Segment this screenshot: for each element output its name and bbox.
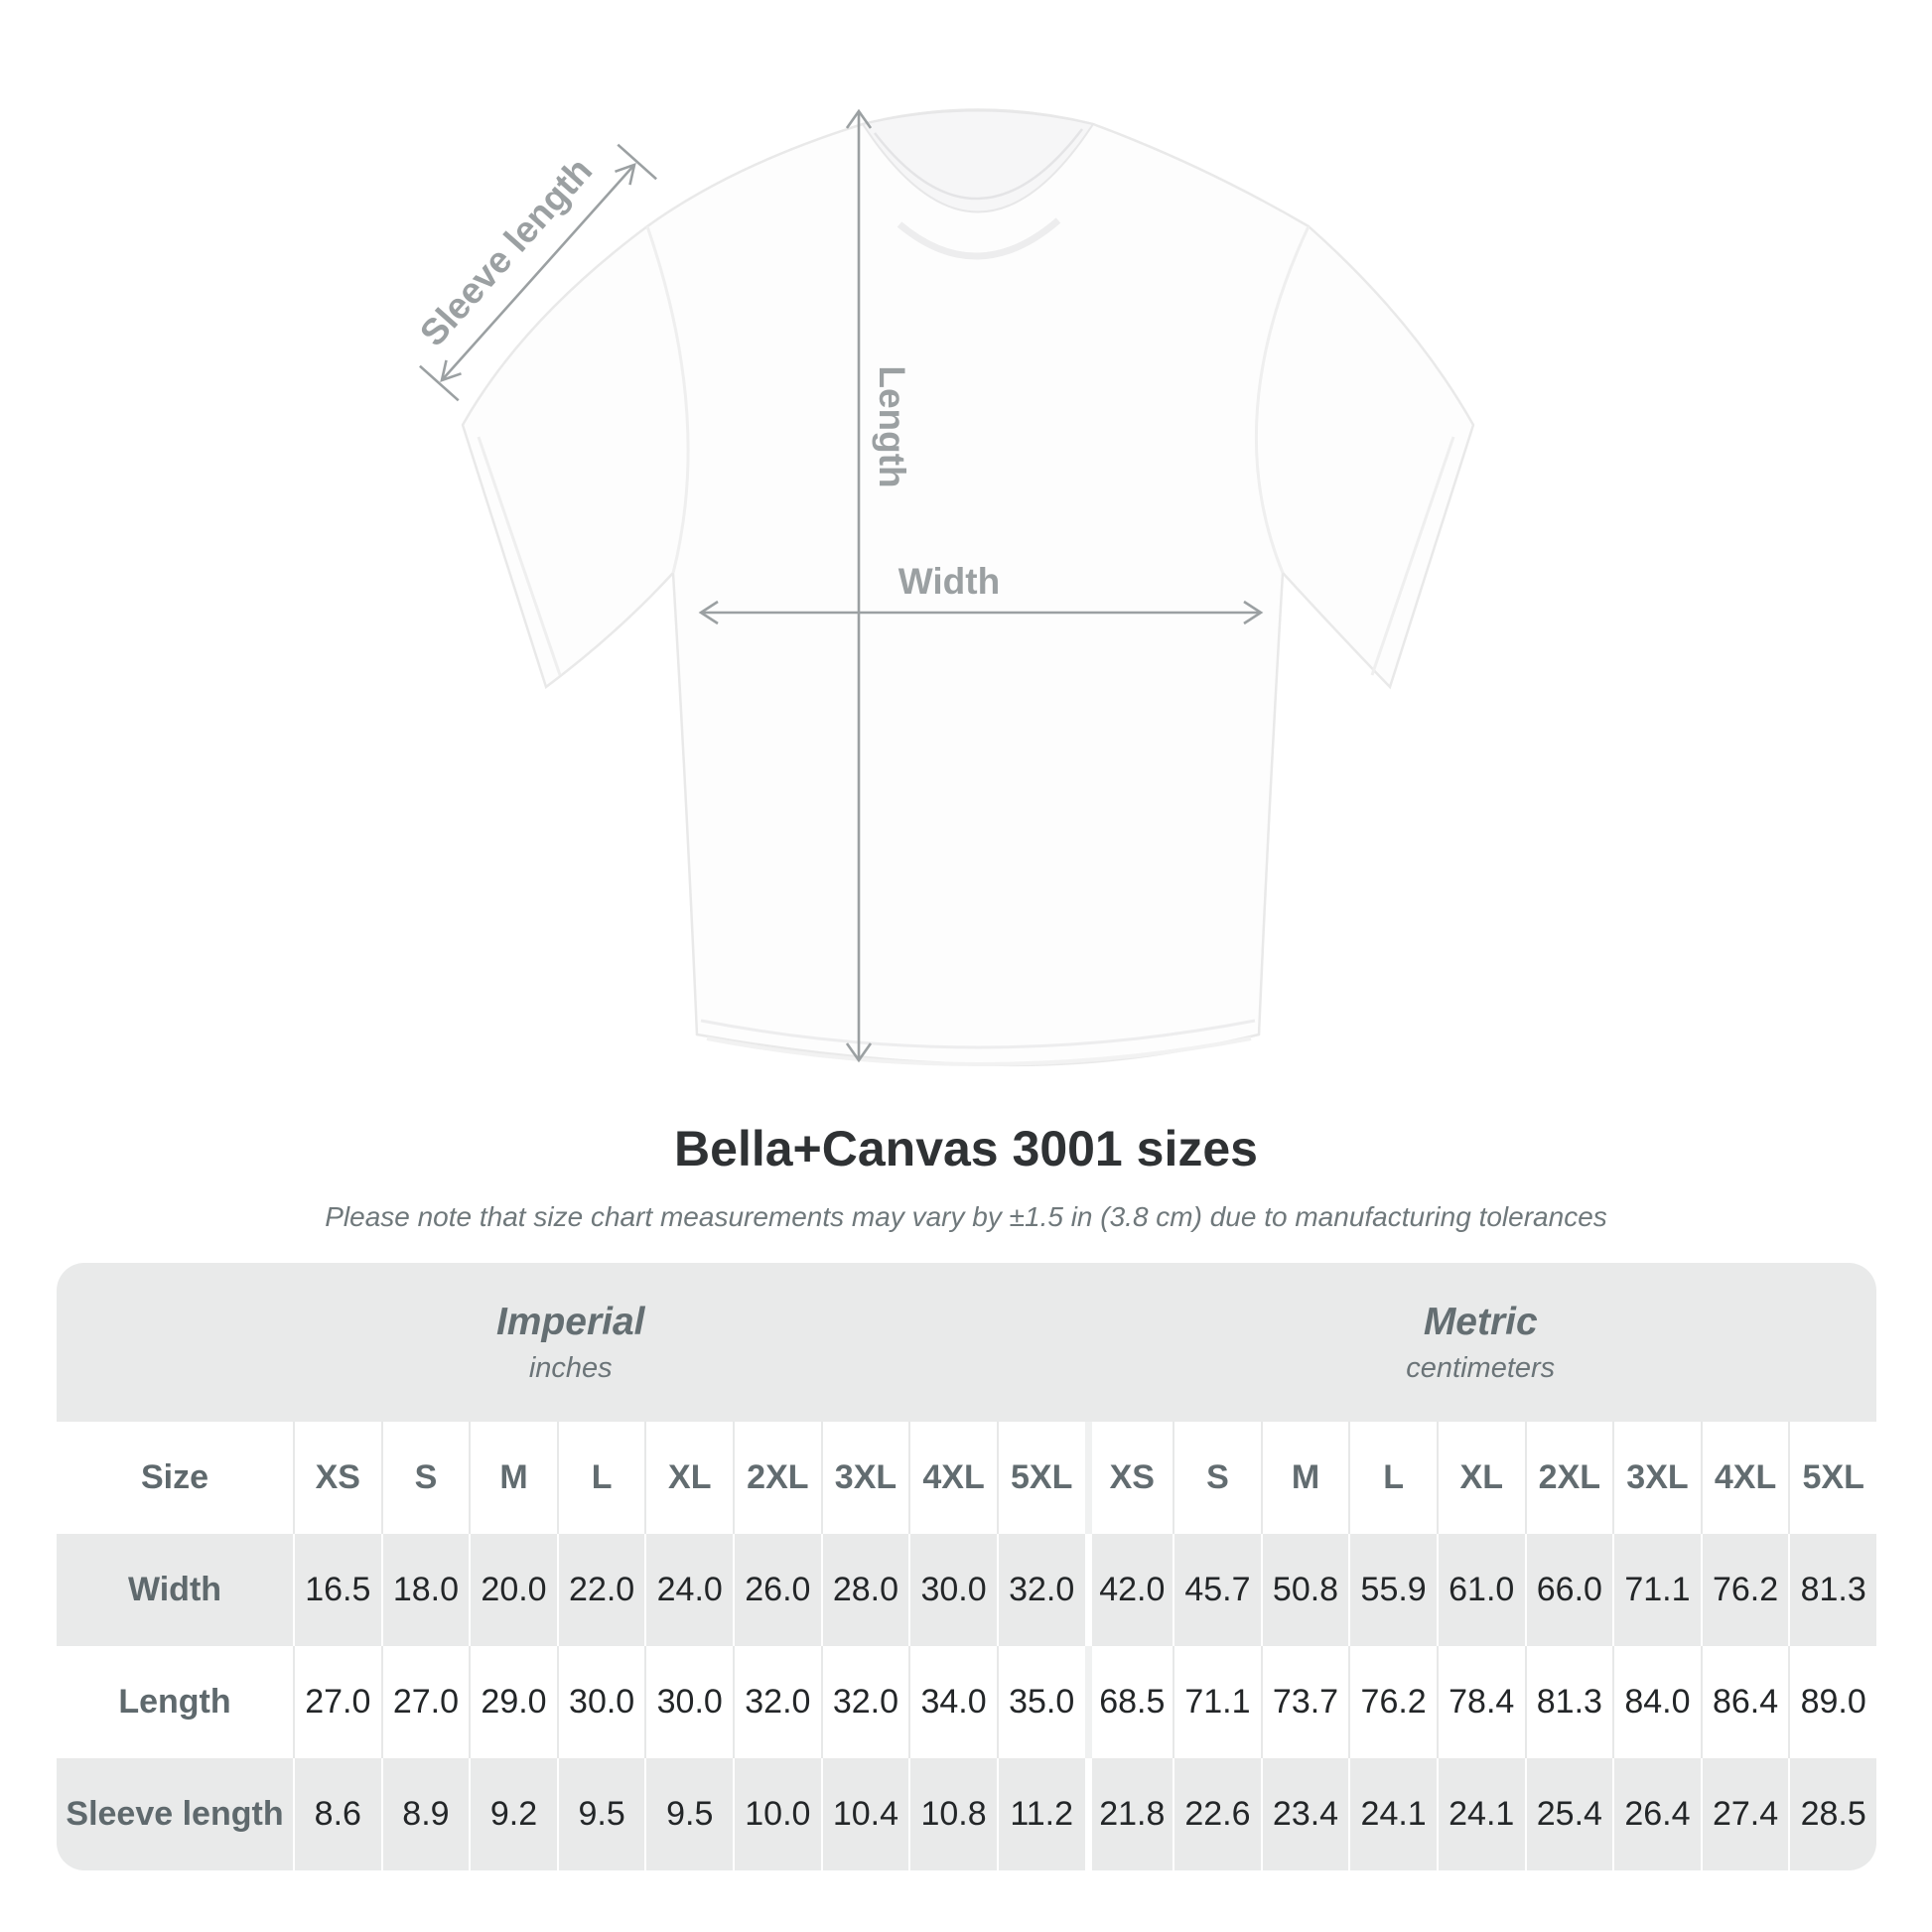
value-cell: 68.5 (1085, 1646, 1173, 1758)
value-cell: 30.0 (557, 1646, 645, 1758)
metric-header (1085, 1263, 1877, 1422)
imperial-title: Imperial (495, 1300, 645, 1343)
table-row-width (57, 1534, 1876, 1646)
imperial-header (57, 1263, 1085, 1422)
value-cell: 22.6 (1173, 1758, 1261, 1870)
value-cell: 30.0 (908, 1534, 997, 1646)
value-cell: 16.5 (293, 1534, 381, 1646)
value-cell: 10.4 (821, 1758, 909, 1870)
value-cell: 50.8 (1261, 1534, 1349, 1646)
value-cell: 32.0 (733, 1646, 821, 1758)
sleeve-length-label: Sleeve length (412, 149, 601, 354)
value-cell: 32.0 (821, 1646, 909, 1758)
value-cell: 9.2 (469, 1758, 557, 1870)
value-cell: 25.4 (1525, 1758, 1613, 1870)
value-cell: 61.0 (1437, 1534, 1525, 1646)
size-header-cell-metric-2XL: 2XL (1525, 1422, 1613, 1534)
size-header-cell-metric-S: S (1173, 1422, 1261, 1534)
value-cell: 18.0 (381, 1534, 470, 1646)
table-row-length (57, 1646, 1876, 1758)
value-cell: 78.4 (1437, 1646, 1525, 1758)
value-cell: 89.0 (1788, 1646, 1876, 1758)
value-cell: 8.9 (381, 1758, 470, 1870)
value-cell: 71.1 (1612, 1534, 1701, 1646)
value-cell: 20.0 (469, 1534, 557, 1646)
value-cell: 10.0 (733, 1758, 821, 1870)
value-cell: 9.5 (644, 1758, 733, 1870)
row-label: Length (118, 1683, 231, 1721)
value-cell: 81.3 (1788, 1534, 1876, 1646)
size-header-cell-imperial-3XL: 3XL (821, 1422, 909, 1534)
units-header-band (57, 1263, 1876, 1422)
size-header-cell-metric-4XL: 4XL (1701, 1422, 1789, 1534)
value-cell: 29.0 (469, 1646, 557, 1758)
value-cell: 26.4 (1612, 1758, 1701, 1870)
size-header-cell-imperial-M: M (469, 1422, 557, 1534)
value-cell: 28.0 (821, 1534, 909, 1646)
size-header-cell-imperial-L: L (557, 1422, 645, 1534)
value-cell: 23.4 (1261, 1758, 1349, 1870)
value-cell: 34.0 (908, 1646, 997, 1758)
value-cell: 24.1 (1348, 1758, 1437, 1870)
value-cell: 28.5 (1788, 1758, 1876, 1870)
page-title: Bella+Canvas 3001 sizes (674, 1121, 1258, 1176)
value-cell: 8.6 (293, 1758, 381, 1870)
value-cell: 27.0 (381, 1646, 470, 1758)
size-header-row (57, 1422, 1876, 1534)
row-label: Sleeve length (66, 1795, 284, 1833)
size-header-cell-imperial-S: S (381, 1422, 470, 1534)
value-cell: 81.3 (1525, 1646, 1613, 1758)
size-header-cell-imperial-4XL: 4XL (908, 1422, 997, 1534)
value-cell: 27.0 (293, 1646, 381, 1758)
value-cell: 10.8 (908, 1758, 997, 1870)
size-column-header: Size (140, 1458, 209, 1496)
size-header-cell-imperial-XS: XS (293, 1422, 381, 1534)
value-cell: 66.0 (1525, 1534, 1613, 1646)
length-label: Length (872, 365, 912, 488)
size-header-cell-metric-M: M (1261, 1422, 1349, 1534)
metric-unit: centimeters (1406, 1351, 1556, 1384)
imperial-unit: inches (528, 1351, 613, 1384)
value-cell: 76.2 (1348, 1646, 1437, 1758)
value-cell: 55.9 (1348, 1534, 1437, 1646)
value-cell: 45.7 (1173, 1534, 1261, 1646)
value-cell: 9.5 (557, 1758, 645, 1870)
value-cell: 76.2 (1701, 1534, 1789, 1646)
value-cell: 42.0 (1085, 1534, 1173, 1646)
tolerance-note: Please note that size chart measurements may vary by ±1.5 in (3.8 cm) due to manufacturing tolerances (325, 1201, 1607, 1232)
value-cell: 35.0 (997, 1646, 1085, 1758)
value-cell: 86.4 (1701, 1646, 1789, 1758)
size-header-cell-imperial-XL: XL (644, 1422, 733, 1534)
row-label: Width (127, 1571, 222, 1608)
table-row-sleeve-length (57, 1758, 1876, 1870)
width-label: Width (897, 561, 1001, 602)
value-cell: 22.0 (557, 1534, 645, 1646)
value-cell: 84.0 (1612, 1646, 1701, 1758)
value-cell: 21.8 (1085, 1758, 1173, 1870)
value-cell: 24.1 (1437, 1758, 1525, 1870)
value-cell: 11.2 (997, 1758, 1085, 1870)
value-cell: 32.0 (997, 1534, 1085, 1646)
size-header-cell-imperial-2XL: 2XL (733, 1422, 821, 1534)
value-cell: 71.1 (1173, 1646, 1261, 1758)
value-cell: 26.0 (733, 1534, 821, 1646)
value-cell: 27.4 (1701, 1758, 1789, 1870)
size-table (57, 1263, 1876, 1870)
size-header-cell-metric-XS: XS (1085, 1422, 1173, 1534)
value-cell: 24.0 (644, 1534, 733, 1646)
value-cell: 30.0 (644, 1646, 733, 1758)
value-cell: 73.7 (1261, 1646, 1349, 1758)
size-header-cell-metric-L: L (1348, 1422, 1437, 1534)
measurement-rows (57, 1534, 1876, 1870)
size-header-cell-metric-3XL: 3XL (1612, 1422, 1701, 1534)
size-header-cell-metric-5XL: 5XL (1788, 1422, 1876, 1534)
size-header-cell-imperial-5XL: 5XL (997, 1422, 1085, 1534)
size-header-cell-metric-XL: XL (1437, 1422, 1525, 1534)
metric-title: Metric (1423, 1300, 1538, 1343)
